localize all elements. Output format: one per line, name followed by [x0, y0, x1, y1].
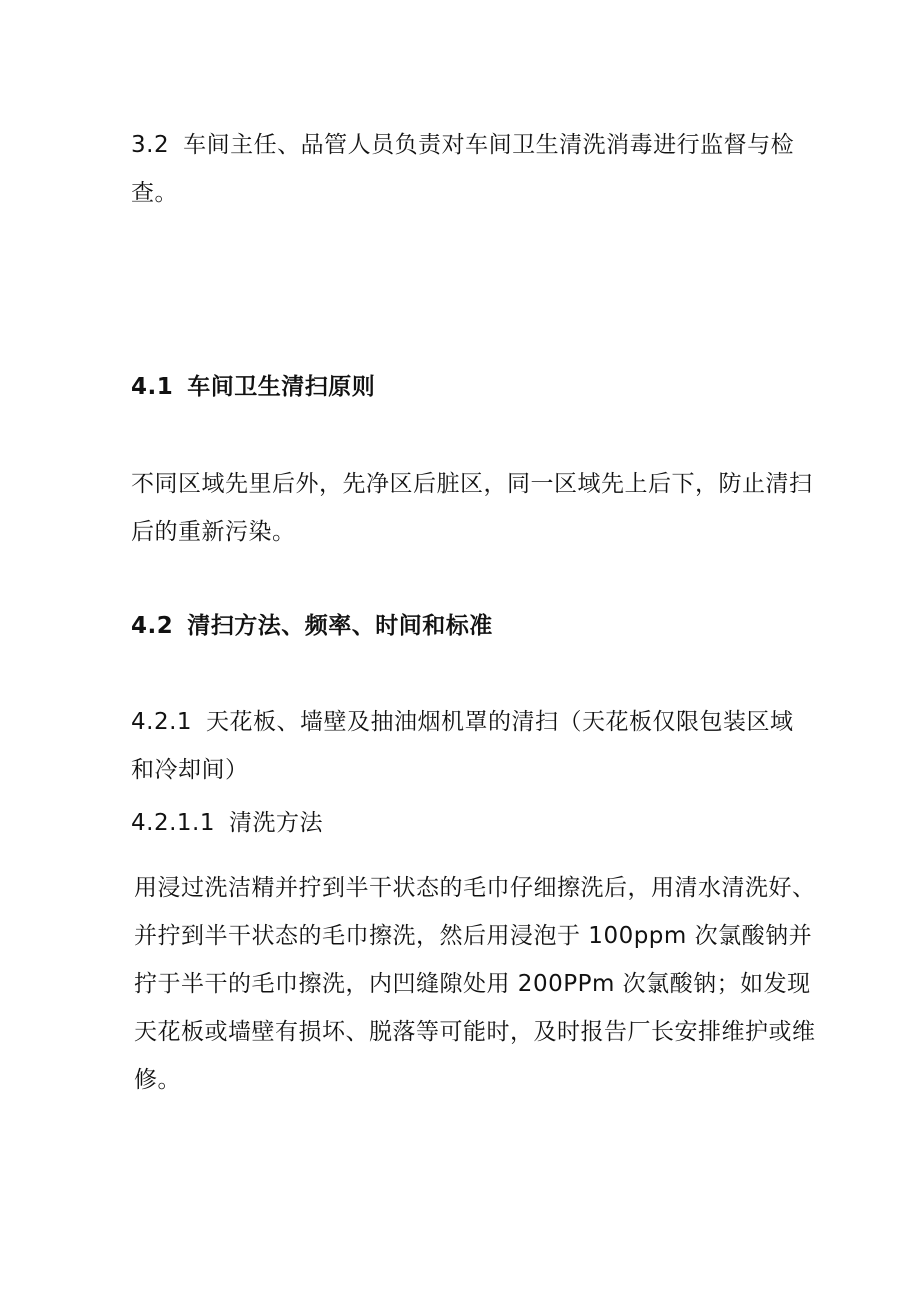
- subsection-title: 清洗方法: [228, 810, 323, 836]
- paragraph-line: 修。: [134, 1067, 181, 1093]
- paragraph-line: 拧于半干的毛巾擦洗，内凹缝隙处用 200PPm 次氯酸钠；如发现: [134, 971, 811, 997]
- paragraph-line: 用浸过洗洁精并拧到半干状态的毛巾仔细擦洗后，用清水清洗好、: [134, 875, 816, 901]
- paragraph-line: 天花板或墙壁有损坏、脱落等可能时，及时报告厂长安排维护或维: [134, 1019, 816, 1045]
- paragraph-4-1: [131, 460, 811, 556]
- subsection-4-2-1-1: [131, 799, 811, 847]
- paragraph-line: 并拧到半干状态的毛巾擦洗，然后用浸泡于 100ppm 次氯酸钠并: [134, 923, 813, 949]
- heading-number: 4.1: [131, 374, 174, 400]
- heading-title: 车间卫生清扫原则: [187, 374, 376, 400]
- subsection-number: 4.2.1.1: [131, 810, 215, 836]
- section-3-2: [131, 121, 811, 217]
- section-3-2-line-2: 查。: [131, 180, 178, 206]
- heading-title: 清扫方法、频率、时间和标准: [187, 613, 493, 639]
- subsection-number: 4.2.1: [131, 709, 193, 735]
- subsection-text-line-2: 和冷却间）: [131, 757, 249, 783]
- subsection-4-2-1: [131, 698, 811, 794]
- paragraph-line: 不同区域先里后外，先净区后脏区，同一区域先上后下，防止清扫: [131, 471, 813, 497]
- section-number: 3.2: [131, 132, 170, 158]
- section-text: 车间主任、品管人员负责对车间卫生清洗消毒进行监督与检: [183, 132, 795, 158]
- heading-number: 4.2: [131, 613, 174, 639]
- paragraph-line: 后的重新污染。: [131, 519, 296, 545]
- heading-4-2: [131, 602, 811, 650]
- section-3-2-line-1: [131, 121, 811, 169]
- subsection-text: 天花板、墙壁及抽油烟机罩的清扫（天花板仅限包装区域: [206, 709, 794, 735]
- heading-4-1: [131, 363, 811, 411]
- paragraph-4-2-1-1: [134, 864, 814, 1104]
